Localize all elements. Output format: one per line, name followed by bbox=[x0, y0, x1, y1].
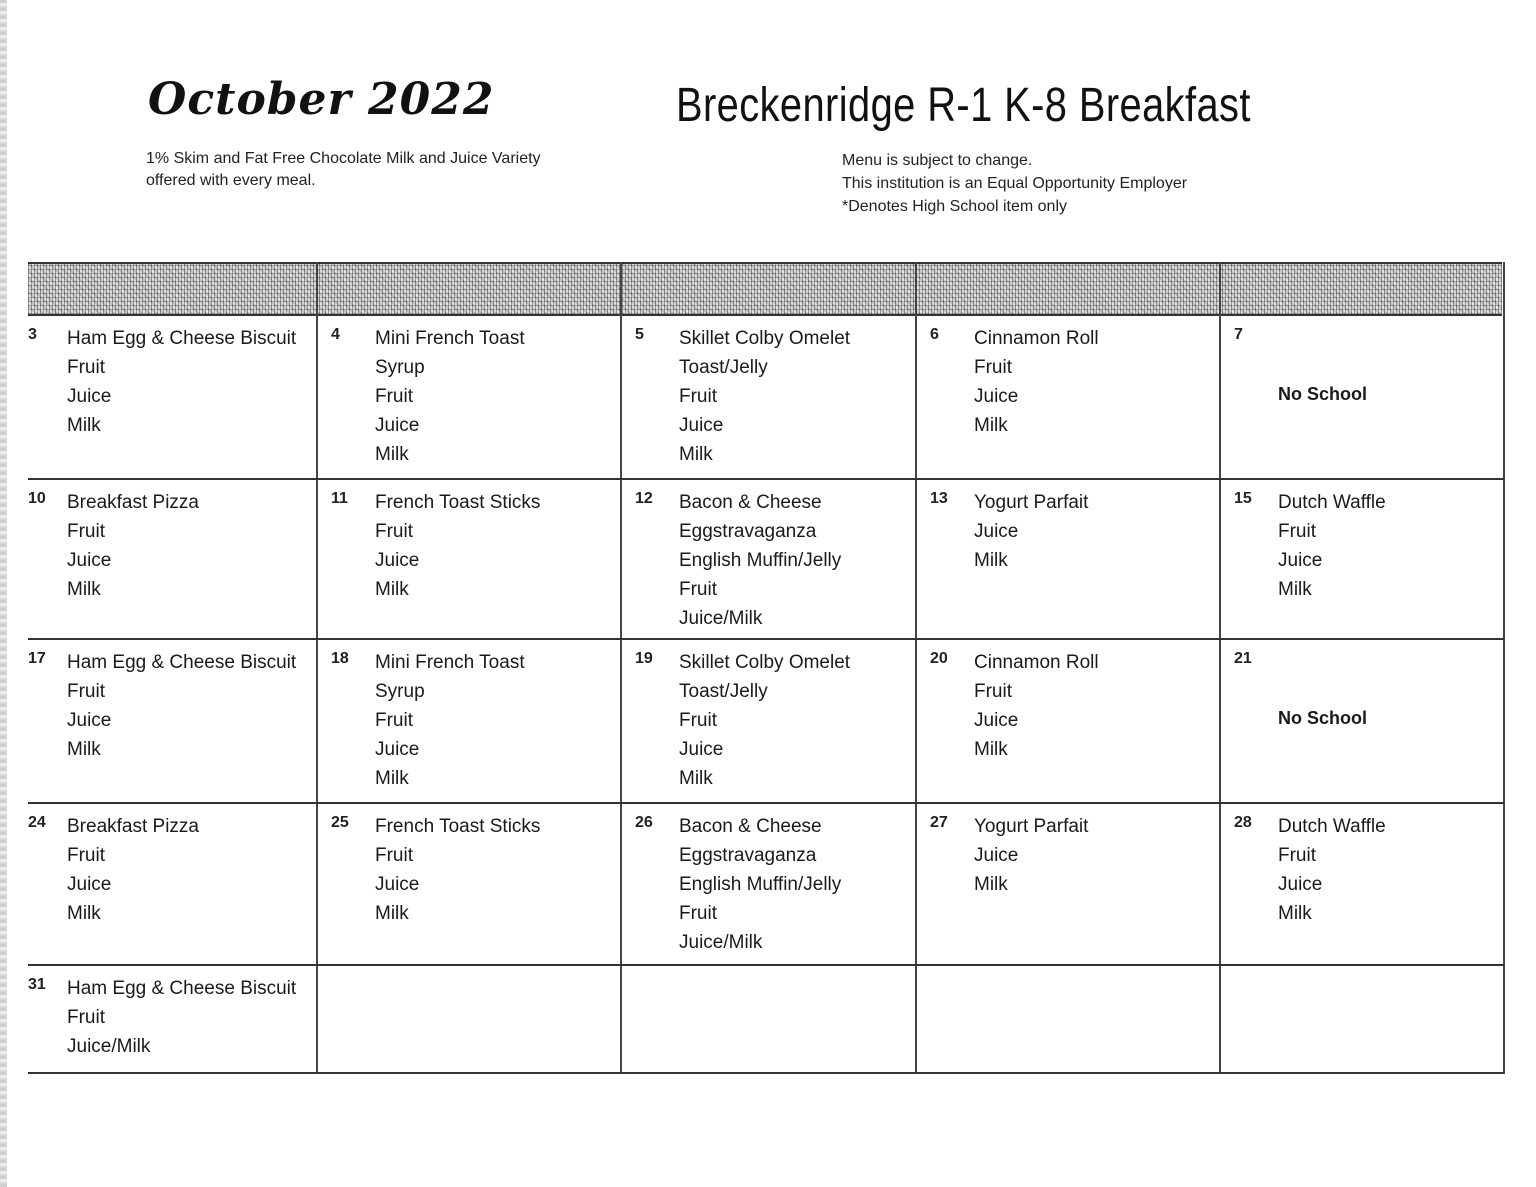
menu-item: Juice bbox=[375, 550, 420, 571]
day-cell bbox=[1220, 478, 1504, 638]
menu-item: French Toast Sticks bbox=[375, 816, 541, 837]
milk-note-line: 1% Skim and Fat Free Chocolate Milk and Juice Variety bbox=[146, 150, 541, 167]
menu-item: Fruit bbox=[974, 681, 1012, 702]
menu-item-list bbox=[375, 324, 525, 469]
day-cell bbox=[317, 964, 621, 1072]
menu-item-list bbox=[974, 488, 1088, 575]
day-number: 12 bbox=[635, 490, 653, 507]
milk-note bbox=[146, 148, 541, 192]
menu-item-list bbox=[375, 812, 540, 928]
grid-row-line bbox=[28, 1072, 1504, 1074]
day-cell bbox=[621, 314, 916, 478]
menu-item: Fruit bbox=[375, 845, 413, 866]
menu-item: Juice bbox=[974, 845, 1019, 866]
menu-item-list bbox=[974, 812, 1088, 899]
menu-item: Fruit bbox=[1278, 845, 1316, 866]
menu-item: Milk bbox=[1278, 903, 1312, 924]
day-cell bbox=[916, 478, 1220, 638]
menu-item-list bbox=[375, 488, 540, 604]
day-cell bbox=[317, 802, 621, 964]
disclaimer-line: This institution is an Equal Opportunity Employer bbox=[842, 175, 1188, 192]
menu-item: Juice bbox=[375, 415, 420, 436]
menu-item: Juice bbox=[67, 710, 112, 731]
menu-item: Juice bbox=[67, 550, 112, 571]
menu-item: Fruit bbox=[679, 710, 717, 731]
day-number: 6 bbox=[930, 326, 939, 343]
day-number: 17 bbox=[28, 650, 46, 667]
menu-item: Fruit bbox=[679, 386, 717, 407]
menu-item-list bbox=[974, 648, 1099, 764]
menu-item: Milk bbox=[679, 444, 713, 465]
menu-item: Milk bbox=[974, 874, 1008, 895]
menu-item: Syrup bbox=[375, 357, 425, 378]
weekday-header-band bbox=[28, 262, 1502, 316]
day-cell bbox=[1220, 638, 1504, 802]
menu-item: Fruit bbox=[67, 357, 105, 378]
menu-item: Juice bbox=[974, 386, 1019, 407]
menu-item: Toast/Jelly bbox=[679, 357, 768, 378]
menu-item-list bbox=[974, 324, 1099, 440]
day-number: 7 bbox=[1234, 326, 1243, 343]
menu-item: Milk bbox=[67, 903, 101, 924]
day-number: 25 bbox=[331, 814, 349, 831]
menu-item: Toast/Jelly bbox=[679, 681, 768, 702]
menu-item: Juice bbox=[974, 710, 1019, 731]
menu-item: Milk bbox=[974, 550, 1008, 571]
menu-item: Skillet Colby Omelet bbox=[679, 652, 851, 673]
menu-item: Milk bbox=[375, 444, 409, 465]
day-number: 31 bbox=[28, 976, 46, 993]
day-number: 20 bbox=[930, 650, 948, 667]
day-cell bbox=[1220, 964, 1504, 1072]
menu-item: Juice bbox=[375, 874, 420, 895]
menu-item: Juice bbox=[67, 386, 112, 407]
day-cell bbox=[28, 638, 317, 802]
menu-item: Fruit bbox=[974, 357, 1012, 378]
menu-item-list bbox=[67, 812, 199, 928]
day-number: 15 bbox=[1234, 490, 1252, 507]
day-number: 3 bbox=[28, 326, 37, 343]
milk-note-line: offered with every meal. bbox=[146, 172, 316, 189]
scan-edge bbox=[0, 0, 7, 1187]
menu-item-list bbox=[679, 488, 916, 633]
day-number: 28 bbox=[1234, 814, 1252, 831]
menu-item: Cinnamon Roll bbox=[974, 652, 1099, 673]
menu-item: Juice bbox=[67, 874, 112, 895]
day-cell bbox=[621, 964, 916, 1072]
menu-item: Fruit bbox=[67, 845, 105, 866]
day-cell bbox=[916, 964, 1220, 1072]
disclaimer-notes bbox=[842, 149, 1187, 218]
menu-item: Bacon & Cheese Eggstravaganza bbox=[679, 492, 822, 542]
day-cell bbox=[317, 638, 621, 802]
menu-item: Juice/Milk bbox=[679, 932, 763, 953]
day-number: 21 bbox=[1234, 650, 1252, 667]
menu-item: Milk bbox=[375, 768, 409, 789]
day-number: 18 bbox=[331, 650, 349, 667]
menu-item: Fruit bbox=[679, 903, 717, 924]
school-title: Breckenridge R-1 K-8 Breakfast bbox=[676, 79, 1251, 132]
day-cell bbox=[28, 802, 317, 964]
menu-item-list bbox=[67, 974, 296, 1061]
day-number: 24 bbox=[28, 814, 46, 831]
menu-item: Mini French Toast bbox=[375, 328, 525, 349]
menu-item: Skillet Colby Omelet bbox=[679, 328, 851, 349]
menu-item-list bbox=[679, 648, 850, 793]
day-cell bbox=[916, 802, 1220, 964]
day-number: 26 bbox=[635, 814, 653, 831]
day-number: 11 bbox=[331, 490, 348, 507]
menu-item-list bbox=[1278, 488, 1386, 604]
disclaimer-line: *Denotes High School item only bbox=[842, 198, 1068, 215]
day-cell bbox=[317, 314, 621, 478]
menu-item: English Muffin/Jelly bbox=[679, 874, 842, 895]
menu-item: Juice bbox=[974, 521, 1019, 542]
menu-item: English Muffin/Jelly bbox=[679, 550, 842, 571]
menu-item: Fruit bbox=[375, 386, 413, 407]
menu-item: Dutch Waffle bbox=[1278, 492, 1386, 513]
day-number: 19 bbox=[635, 650, 653, 667]
menu-item: Syrup bbox=[375, 681, 425, 702]
menu-item: Milk bbox=[375, 579, 409, 600]
menu-item: Fruit bbox=[1278, 521, 1316, 542]
menu-item-list bbox=[679, 812, 916, 957]
menu-item: Breakfast Pizza bbox=[67, 816, 199, 837]
day-cell bbox=[28, 314, 317, 478]
menu-item: Juice bbox=[375, 739, 420, 760]
menu-item: Juice/Milk bbox=[67, 1036, 151, 1057]
menu-item: Bacon & Cheese Eggstravaganza bbox=[679, 816, 822, 866]
day-number: 13 bbox=[930, 490, 948, 507]
menu-item: Mini French Toast bbox=[375, 652, 525, 673]
menu-item: Juice bbox=[1278, 550, 1323, 571]
menu-item: Milk bbox=[375, 903, 409, 924]
menu-calendar bbox=[28, 262, 1506, 1074]
menu-item: Juice bbox=[679, 415, 724, 436]
menu-item: Dutch Waffle bbox=[1278, 816, 1386, 837]
menu-item: Cinnamon Roll bbox=[974, 328, 1099, 349]
menu-item: Yogurt Parfait bbox=[974, 492, 1089, 513]
menu-item: Milk bbox=[974, 415, 1008, 436]
menu-item: Milk bbox=[67, 579, 101, 600]
day-cell bbox=[317, 478, 621, 638]
menu-item: Milk bbox=[67, 415, 101, 436]
menu-item: Milk bbox=[679, 768, 713, 789]
month-title: October 2022 bbox=[148, 74, 495, 125]
menu-item: Fruit bbox=[375, 710, 413, 731]
menu-item: Fruit bbox=[679, 579, 717, 600]
day-cell bbox=[916, 638, 1220, 802]
menu-item: Fruit bbox=[67, 681, 105, 702]
menu-item-list bbox=[67, 488, 199, 604]
menu-item: Fruit bbox=[375, 521, 413, 542]
disclaimer-line: Menu is subject to change. bbox=[842, 152, 1033, 169]
menu-item-list bbox=[67, 324, 296, 440]
day-number: 5 bbox=[635, 326, 644, 343]
menu-item: French Toast Sticks bbox=[375, 492, 541, 513]
menu-item: Juice bbox=[1278, 874, 1323, 895]
menu-item: Milk bbox=[67, 739, 101, 760]
menu-item: Juice/Milk bbox=[679, 608, 763, 629]
day-cell bbox=[28, 478, 317, 638]
menu-item: Yogurt Parfait bbox=[974, 816, 1089, 837]
menu-item: Fruit bbox=[67, 521, 105, 542]
menu-item: Fruit bbox=[67, 1007, 105, 1028]
day-cell bbox=[28, 964, 317, 1072]
day-cell bbox=[916, 314, 1220, 478]
day-number: 10 bbox=[28, 490, 46, 507]
menu-item: Milk bbox=[974, 739, 1008, 760]
day-number: 27 bbox=[930, 814, 948, 831]
menu-item: Milk bbox=[1278, 579, 1312, 600]
day-number: 4 bbox=[331, 326, 340, 343]
menu-item-list bbox=[375, 648, 525, 793]
day-cell bbox=[1220, 314, 1504, 478]
menu-item: Ham Egg & Cheese Biscuit bbox=[67, 978, 297, 999]
day-cell bbox=[1220, 802, 1504, 964]
menu-item-list bbox=[1278, 812, 1386, 928]
menu-item: Juice bbox=[679, 739, 724, 760]
day-cell bbox=[621, 638, 916, 802]
menu-item: Ham Egg & Cheese Biscuit bbox=[67, 652, 297, 673]
day-cell bbox=[621, 478, 916, 638]
no-school-note: No School bbox=[1278, 708, 1367, 728]
menu-item: Ham Egg & Cheese Biscuit bbox=[67, 328, 297, 349]
day-cell bbox=[621, 802, 916, 964]
menu-item: Breakfast Pizza bbox=[67, 492, 199, 513]
menu-item-list bbox=[679, 324, 850, 469]
no-school-note: No School bbox=[1278, 384, 1367, 404]
menu-item-list bbox=[67, 648, 296, 764]
